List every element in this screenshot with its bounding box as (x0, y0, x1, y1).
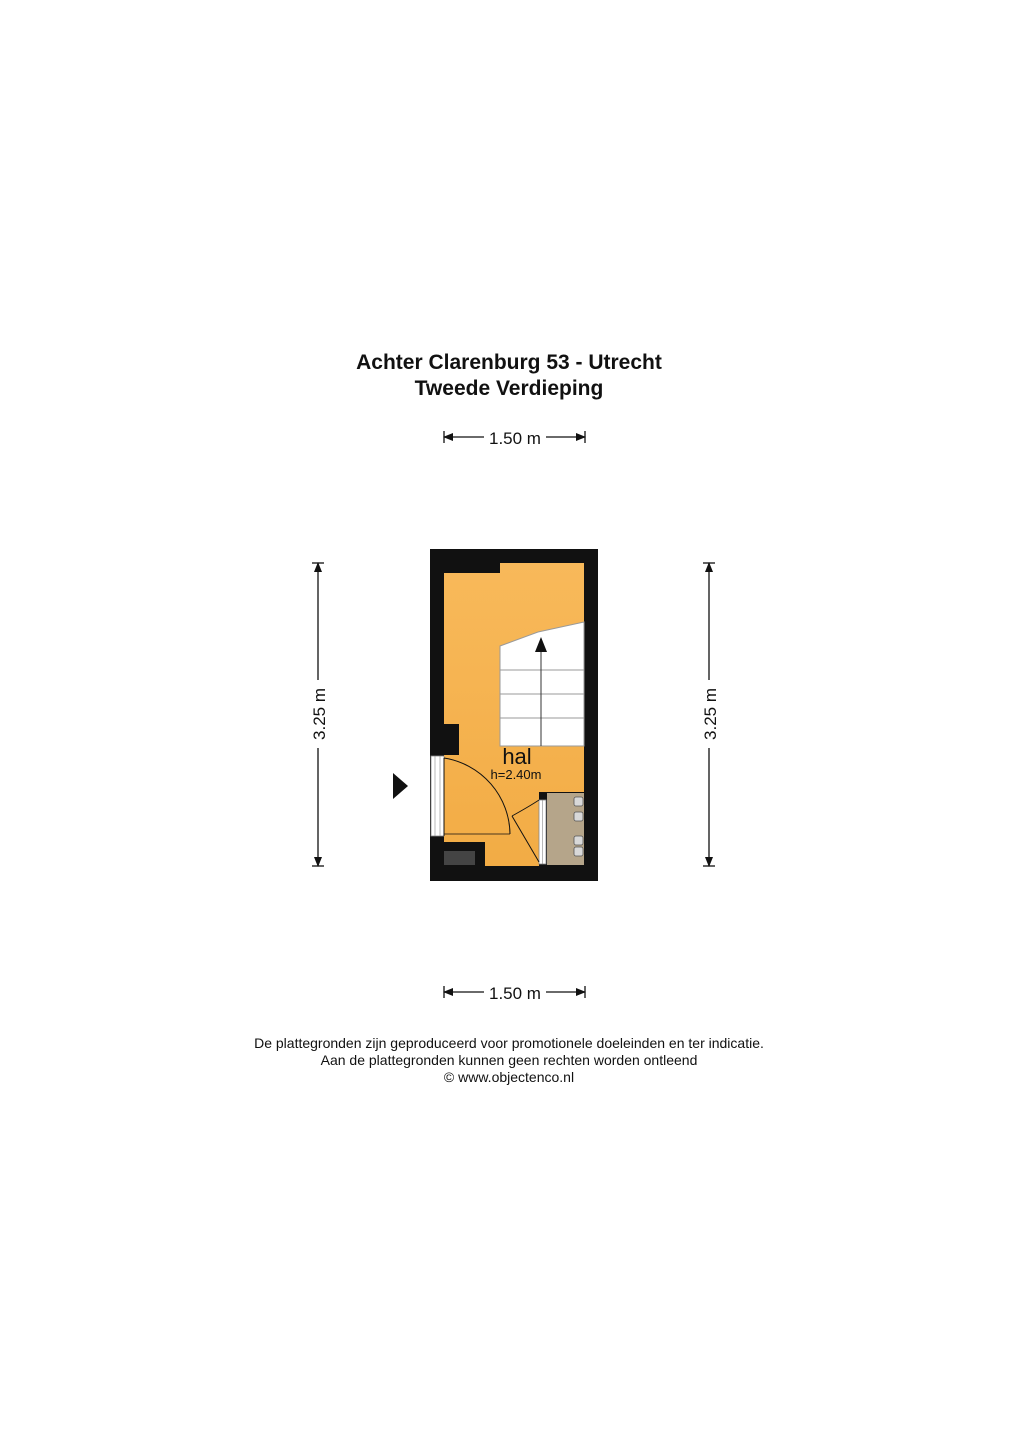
left-dimension-label: 3.25 m (310, 688, 329, 740)
room-height: h=2.40m (490, 767, 542, 782)
floor-title: Tweede Verdieping (414, 377, 604, 400)
disclaimer-line2: Aan de plattegronden kunnen geen rechten worden ontleend (320, 1052, 698, 1068)
top-dimension-label: 1.50 m (489, 429, 541, 448)
room-name: hal (502, 744, 532, 769)
plan-title: Achter Clarenburg 53 - Utrecht (356, 351, 662, 374)
right-dimension-label: 3.25 m (701, 688, 720, 740)
disclaimer-line1: De plattegronden zijn geproduceerd voor promotionele doeleinden en ter indicatie. (254, 1035, 764, 1051)
copyright-line: © www.objectenco.nl (443, 1069, 575, 1085)
bottom-dimension-label: 1.50 m (489, 984, 541, 1003)
radiator (444, 851, 475, 865)
entrance-arrow-icon (393, 773, 408, 799)
